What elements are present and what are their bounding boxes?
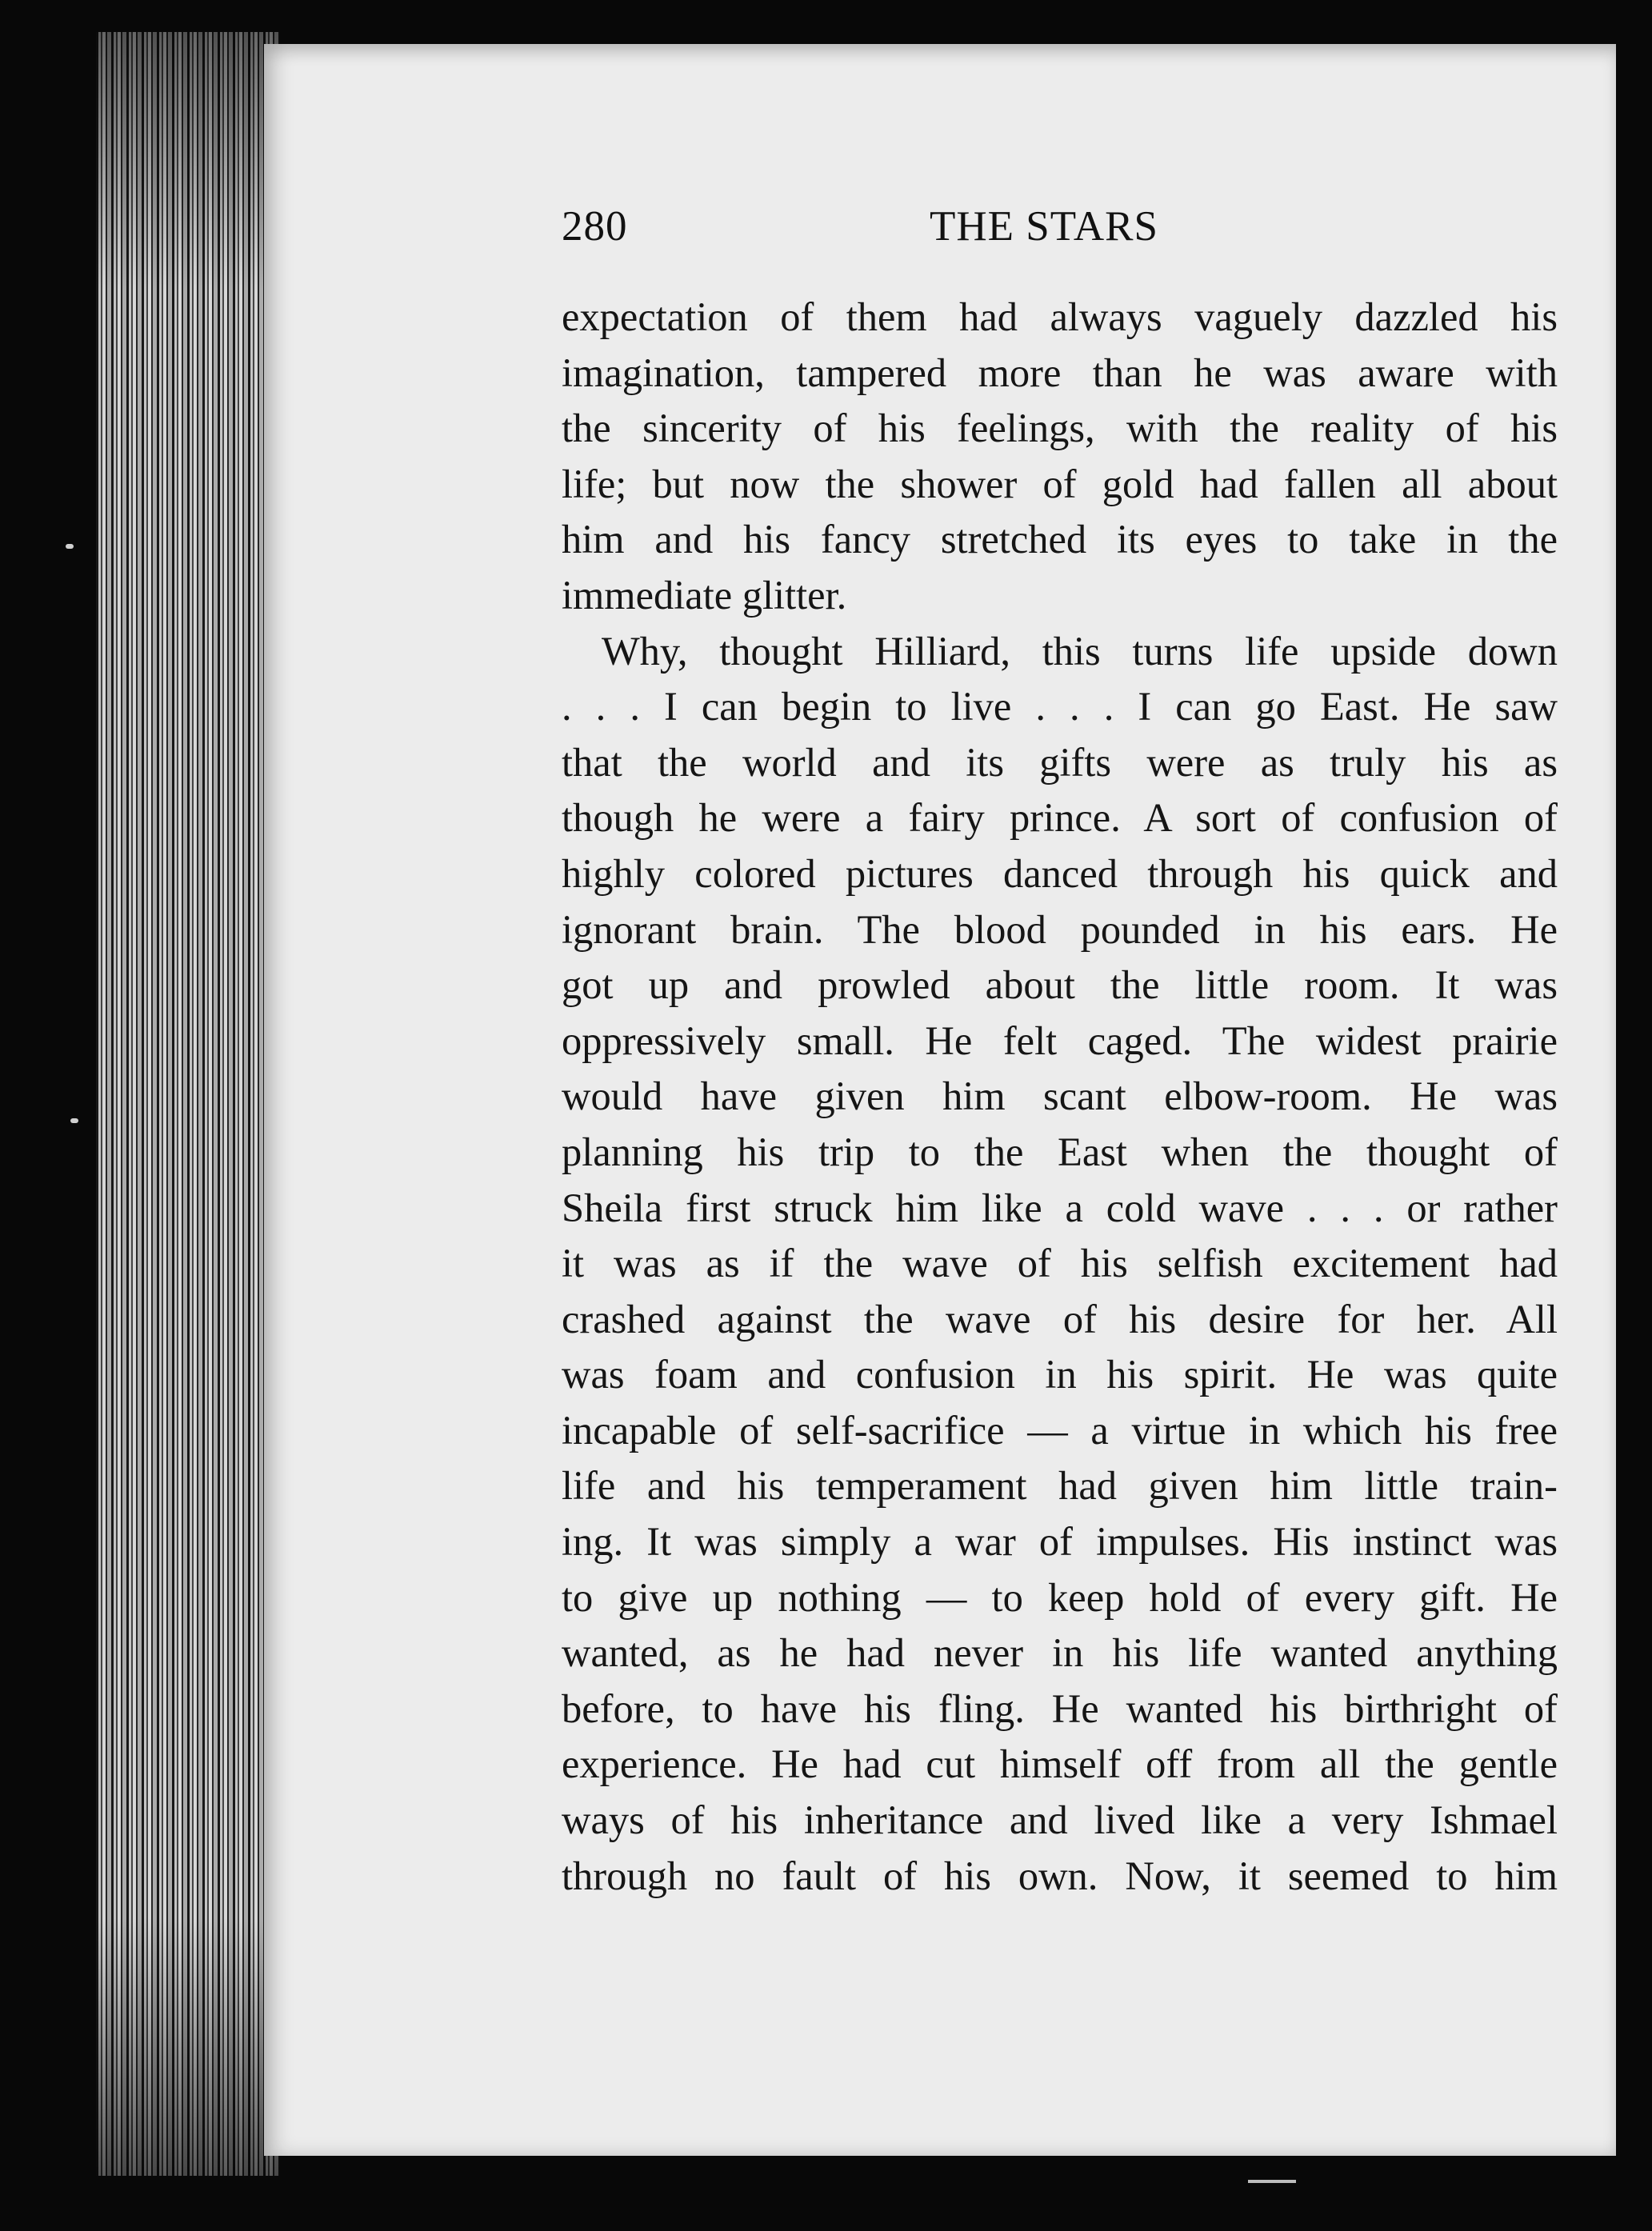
text-line: though he were a fairy prince. A sort of confusion of [562,795,1558,841]
text-line: the sincerity of his feelings, with the reality of his [562,406,1558,451]
text-line: would have given him scant elbow-room. He was [562,1074,1558,1119]
running-title: THE STARS [930,203,1158,250]
text-line: experience. He had cut himself off from all the gentle [562,1741,1558,1787]
page-number: 280 [562,203,628,250]
page-edges-shadow [96,32,280,2176]
text-line: life and his temperament had given him little train- [562,1463,1558,1509]
running-head [562,198,1558,254]
text-line: oppressively small. He felt caged. The widest prairie [562,1018,1558,1063]
text-line: planning his trip to the East when the thought of [562,1129,1558,1174]
text-line: immediate glitter. [562,572,847,618]
text-line: wanted, as he had never in his life wanted anything [562,1630,1558,1676]
scan-artifact-mark [1248,2180,1296,2183]
text-line: was foam and confusion in his spirit. He was quite [562,1352,1558,1397]
margin-speck [66,544,74,549]
text-line: life; but now the shower of gold had fallen all about [562,461,1558,506]
text-line: Sheila first struck him like a cold wave . . . or rather [562,1185,1558,1230]
text-line: him and his fancy stretched its eyes to take in the [562,517,1558,562]
text-line: highly colored pictures danced through his quick and [562,850,1558,896]
text-line: it was as if the wave of his selfish excitement had [562,1241,1558,1286]
text-line: imagination, tampered more than he was aware with [562,350,1558,395]
text-line: Why, thought Hilliard, this turns life upside down [602,628,1558,674]
text-line: crashed against the wave of his desire for her. All [562,1296,1558,1341]
text-line: got up and prowled about the little room. It was [562,962,1558,1008]
text-line: ing. It was simply a war of impulses. His instinct was [562,1519,1558,1565]
text-line: ignorant brain. The blood pounded in his ears. He [562,906,1558,952]
text-line: to give up nothing — to keep hold of every gift. He [562,1574,1558,1620]
margin-speck [70,1118,78,1123]
text-body [562,290,1558,1904]
text-line: ways of his inheritance and lived like a very Ishmael [562,1797,1558,1843]
text-line: expectation of them had always vaguely dazzled his [562,294,1558,339]
text-line: before, to have his fling. He wanted his birthright of [562,1685,1558,1731]
text-line: incapable of self-sacrifice — a virtue in which his free [562,1407,1558,1453]
text-line: through no fault of his own. Now, it seemed to him [562,1853,1558,1898]
text-line: that the world and its gifts were as truly his as [562,739,1558,785]
text-line: . . . I can begin to live . . . I can go East. He saw [562,684,1558,730]
